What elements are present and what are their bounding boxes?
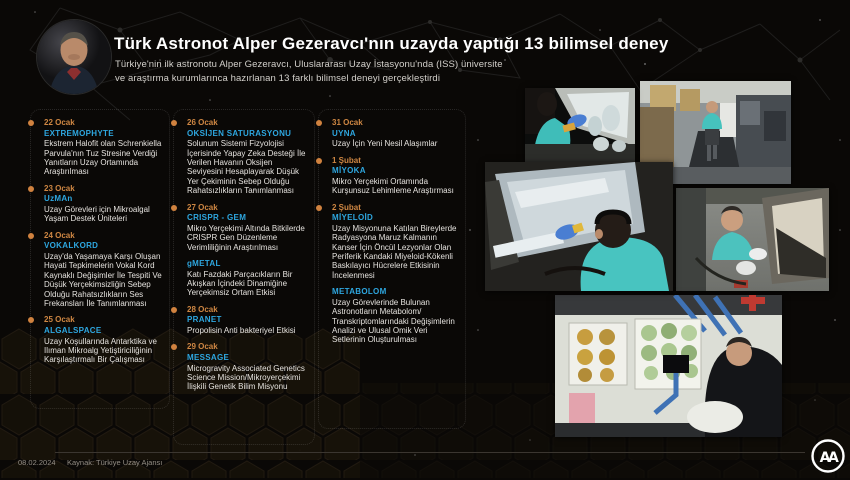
experiment-item	[187, 203, 310, 252]
footer-source: Kaynak: Türkiye Uzay Ajansı	[67, 458, 163, 467]
experiment-name: EXTREMOPHYTE	[44, 128, 114, 138]
bullet-icon	[316, 120, 322, 126]
experiment-description: Uzay İçin Yeni Nesil Alaşımlar	[332, 139, 438, 149]
experiment-item	[187, 342, 310, 391]
experiment-name: UYNA	[332, 128, 356, 138]
experiment-item	[332, 203, 461, 281]
photo-sample-dish-panels	[555, 295, 782, 437]
photo-glovebox-closeup	[525, 88, 635, 162]
experiment-date: 31 Ocak	[332, 118, 363, 127]
subtitle-line-1: Türkiye'nin ilk astronotu Alper Gezeravcı, Uluslararası Uzay İstasyonu'nda (ISS) üniversite	[115, 59, 503, 70]
experiment-name: MİYELOİD	[332, 213, 374, 223]
experiment-date: 25 Ocak	[44, 315, 75, 325]
astronaut-avatar	[37, 20, 111, 94]
experiment-name: MİYOKA	[332, 166, 366, 176]
experiment-date: 29 Ocak	[187, 342, 218, 352]
experiment-column-1	[30, 109, 170, 409]
experiment-column-3	[318, 109, 466, 429]
experiment-description: Propolisin Anti bakteriyel Etkisi	[187, 326, 296, 336]
experiment-date: 23 Ocak	[44, 183, 75, 193]
experiment-date: 26 Ocak	[187, 118, 218, 127]
photo-glovebox-experiment-rear	[485, 162, 673, 291]
experiment-date: 27 Ocak	[187, 202, 218, 212]
experiment-item	[44, 315, 165, 364]
experiment-item	[187, 305, 310, 336]
experiment-item	[332, 156, 461, 196]
bullet-icon	[171, 205, 177, 211]
astronaut-portrait-image	[37, 20, 111, 94]
experiment-item	[332, 118, 461, 149]
bullet-icon	[28, 120, 34, 126]
experiment-date: 22 Ocak	[44, 118, 75, 127]
bullet-icon	[171, 120, 177, 126]
bullet-icon	[171, 344, 177, 350]
experiment-date: 24 Ocak	[44, 230, 75, 240]
experiment-description: Mikro Yerçekimi Altında Bitkilerde CRISPR Gen Düzenleme Verimliliğinin Araştırılması	[187, 223, 305, 252]
experiment-description: Uzay Görevleri için Mikroalgal Yaşam Destek Üniteleri	[44, 205, 150, 224]
bullet-icon	[28, 317, 34, 323]
experiment-name: VOKALKORD	[44, 241, 99, 251]
footer-divider	[55, 452, 805, 453]
subtitle-line-2: ve araştırma kurumlarınca hazırlanan 13 farklı bilimsel deneyi gerçekleştirdi	[115, 73, 441, 84]
experiment-date: 2 Şubat	[332, 202, 361, 212]
bullet-icon	[316, 158, 322, 164]
experiment-item	[44, 118, 165, 177]
experiment-name: UzMAn	[44, 194, 73, 204]
page-title: Türk Astronot Alper Gezeravcı'nın uzayda yaptığı 13 bilimsel deney	[114, 34, 669, 53]
photo-astronaut-white-gloves	[676, 188, 829, 291]
experiment-description: Mikro Yerçekimi Ortamında Kurşunsuz Lehimleme Araştırması	[332, 176, 454, 196]
anadolu-agency-logo-icon	[809, 437, 847, 475]
experiment-date: 28 Ocak	[187, 304, 218, 314]
bullet-icon	[28, 233, 34, 239]
experiment-name: ALGALSPACE	[44, 326, 102, 336]
experiment-description: Uzay'da Yaşamaya Karşı Oluşan Hayati Tepkimelerin Vokal Kord Kaynaklı Değişimler İle Tespiti Ve Düşük Yerçekimsizliğin Sebep Olduğu Rahatsızlıkların Ses Frekansları İle Tanımlanması	[44, 252, 162, 309]
experiment-description: Solunum Sistemi Fizyolojisi İçerisinde Yapay Zeka Desteği İle Verilen Havanın Oksijen Seviyesini Hesaplayarak Düşük Yer Çekiminin Sebep Olduğu Rahatsızlıkların Tanımlanması	[187, 139, 306, 196]
bullet-icon	[316, 205, 322, 211]
experiment-column-2	[173, 109, 315, 445]
bullet-icon	[28, 186, 34, 192]
experiment-item	[44, 184, 165, 224]
svg-text:AA: AA	[819, 450, 837, 466]
experiment-item	[187, 118, 310, 196]
experiment-name: METABOLOM	[332, 287, 387, 297]
experiment-description: Microgravity Associated Genetics Science Mission/Mikroyerçekimi İlişkili Genetik Bilim Misyonu	[187, 363, 305, 392]
experiment-description: Uzay Misyonuna Katılan Bireylerde Radyasyona Maruz Kalmanın Kanser İçin Öncül Lezyonlar Olan Periferik Kandaki Miyeloid-Kökenli Baskılayıcı Hücrelere Etkisinin İncelenmesi	[332, 223, 457, 280]
experiment-name: PRANET	[187, 315, 222, 325]
experiment-name: MESSAGE	[187, 353, 230, 363]
experiment-description: Katı Fazdaki Parçacıkların Bir Akışkan İçindeki Dinamiğine Yerçekimsiz Ortam Etkisi	[187, 269, 293, 298]
experiment-item	[187, 259, 310, 298]
experiment-name: OKSİJEN SATURASYONU	[187, 128, 292, 138]
experiment-description: Uzay Koşullarında Antarktika ve Ilıman Mikroalg Yetiştiriciliğinin Karşılaştırmalı Bir Çalışması	[44, 336, 157, 365]
experiment-name: gMETAL	[187, 259, 221, 269]
experiment-description: Uzay Görevlerinde Bulunan Astronotların Metabolom/ Transkriptomlarındaki Değişimlerin Analizi ve Ulusal Omik Veri Setlerinin Oluşturulması	[332, 297, 455, 345]
experiment-item	[44, 231, 165, 309]
footer-date: 08.02.2024	[18, 458, 56, 467]
experiment-description: Ekstrem Halofit olan Schrenkiella Parvula'nın Tuz Stresine Verdiği Yanıtların Uzay Ortamında Araştırılması	[44, 139, 162, 177]
experiment-item	[332, 287, 461, 345]
bullet-icon	[171, 307, 177, 313]
experiment-date: 1 Şubat	[332, 155, 361, 165]
experiment-name: CRISPR - GEM	[187, 213, 247, 223]
